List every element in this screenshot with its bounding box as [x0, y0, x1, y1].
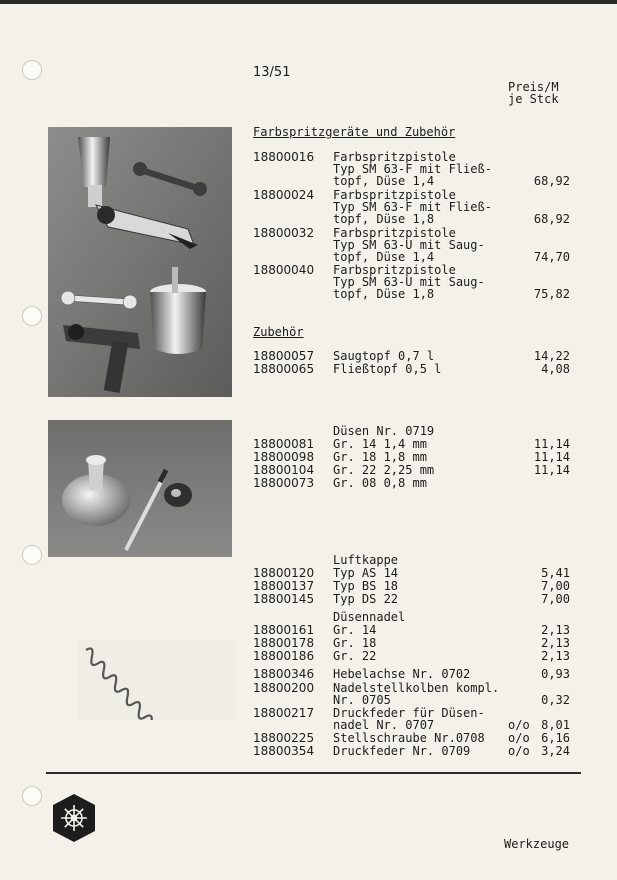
article-number: 18800081	[253, 437, 315, 451]
punch-hole-1	[22, 60, 42, 80]
article-number: 18800120	[253, 566, 315, 580]
price-header-line2: je Stck	[508, 92, 559, 106]
article-number: 18800217	[253, 706, 315, 720]
article-number: 18800032	[253, 226, 315, 240]
item-desc: Typ BS 18	[333, 579, 399, 593]
item-price: 0,32	[541, 693, 570, 707]
item-desc-line: Typ SM 63-U mit Saug-	[333, 238, 485, 252]
item-desc-line: Farbspritzpistole	[333, 188, 456, 202]
item-desc-line: nadel Nr. 0707	[333, 718, 435, 732]
item-desc-line: Nadelstellkolben kompl.	[333, 681, 500, 695]
item-price: 4,08	[541, 362, 570, 376]
punch-hole-2	[22, 306, 42, 326]
item-desc: Gr. 14	[333, 623, 377, 637]
item-desc-line: Stellschraube Nr.0708	[333, 731, 485, 745]
item-desc-line: Typ SM 63-F mit Fließ-	[333, 200, 492, 214]
item-price: 11,14	[533, 450, 570, 464]
article-number: 18800057	[253, 349, 315, 363]
section-title: Farbspritzgeräte und Zubehör	[253, 125, 456, 139]
article-number: 18800137	[253, 579, 315, 593]
item-price: 6,16	[541, 731, 570, 745]
item-price: 2,13	[541, 649, 570, 663]
article-number: 18800065	[253, 362, 315, 376]
item-price: 2,13	[541, 636, 570, 650]
item-desc: Fließtopf 0,5 l	[333, 362, 442, 376]
page-top-edge	[0, 0, 617, 4]
item-price: 7,00	[541, 579, 570, 593]
item-desc-line: Typ SM 63-F mit Fließ-	[333, 162, 492, 176]
nozzles-heading: Düsen Nr. 0719	[333, 424, 435, 438]
item-price: 7,00	[541, 592, 570, 606]
article-number: 18800016	[253, 150, 315, 164]
article-number: 18800024	[253, 188, 315, 202]
article-number: 18800200	[253, 681, 315, 695]
item-note: o/o	[508, 731, 530, 745]
footer-rule	[46, 772, 581, 774]
item-desc-line: Farbspritzpistole	[333, 150, 456, 164]
footer-category: Werkzeuge	[504, 837, 570, 851]
item-price: 68,92	[533, 212, 570, 226]
ship-wheel-icon	[52, 793, 96, 843]
item-desc: Gr. 18 1,8 mm	[333, 450, 427, 464]
item-price: 75,82	[533, 287, 570, 301]
item-price: 8,01	[541, 718, 570, 732]
item-desc-line: Druckfeder für Düsen-	[333, 706, 485, 720]
article-number: 18800073	[253, 476, 315, 490]
item-price: 3,24	[541, 744, 570, 758]
item-desc: Gr. 18	[333, 636, 377, 650]
item-desc-line: topf, Düse 1,4	[333, 250, 435, 264]
item-desc-line: Nr. 0705	[333, 693, 391, 707]
item-desc-line: Druckfeder Nr. 0709	[333, 744, 471, 758]
item-desc-line: Farbspritzpistole	[333, 226, 456, 240]
item-price: 11,14	[533, 463, 570, 477]
item-note: o/o	[508, 718, 530, 732]
article-number: 18800161	[253, 623, 315, 637]
price-header-line1: Preis/M	[508, 80, 559, 94]
item-desc: Saugtopf 0,7 l	[333, 349, 435, 363]
article-number: 18800145	[253, 592, 315, 606]
item-desc: Gr. 14 1,4 mm	[333, 437, 427, 451]
item-price: 68,92	[533, 174, 570, 188]
article-number: 18800178	[253, 636, 315, 650]
spray-gun-photo	[48, 127, 232, 397]
punch-hole-4	[22, 786, 42, 806]
punch-hole-3	[22, 545, 42, 565]
item-desc-line: Typ SM 63-U mit Saug-	[333, 275, 485, 289]
article-number: 18800040	[253, 263, 315, 277]
item-desc-line: Hebelachse Nr. 0702	[333, 667, 471, 681]
item-note: o/o	[508, 744, 530, 758]
item-price: 14,22	[533, 349, 570, 363]
item-desc-line: topf, Düse 1,8	[333, 212, 435, 226]
item-price: 5,41	[541, 566, 570, 580]
item-desc-line: topf, Düse 1,8	[333, 287, 435, 301]
item-price: 0,93	[541, 667, 570, 681]
item-desc: Gr. 08 0,8 mm	[333, 476, 427, 490]
article-number: 18800104	[253, 463, 315, 477]
spring-photo	[78, 640, 236, 720]
item-desc: Typ DS 22	[333, 592, 399, 606]
item-desc-line: Farbspritzpistole	[333, 263, 456, 277]
nozzle-parts-photo	[48, 420, 232, 557]
item-desc: Typ AS 14	[333, 566, 399, 580]
needles-heading: Düsennadel	[333, 610, 406, 624]
accessories-title: Zubehör	[253, 325, 304, 339]
page-number: 13/51	[253, 65, 291, 80]
article-number: 18800098	[253, 450, 315, 464]
article-number: 18800225	[253, 731, 315, 745]
item-price: 11,14	[533, 437, 570, 451]
air-caps-heading: Luftkappe	[333, 553, 399, 567]
item-price: 2,13	[541, 623, 570, 637]
item-desc-line: topf, Düse 1,4	[333, 174, 435, 188]
article-number: 18800354	[253, 744, 315, 758]
item-desc: Gr. 22	[333, 649, 377, 663]
item-desc: Gr. 22 2,25 mm	[333, 463, 435, 477]
article-number: 18800186	[253, 649, 315, 663]
article-number: 18800346	[253, 667, 315, 681]
item-price: 74,70	[533, 250, 570, 264]
